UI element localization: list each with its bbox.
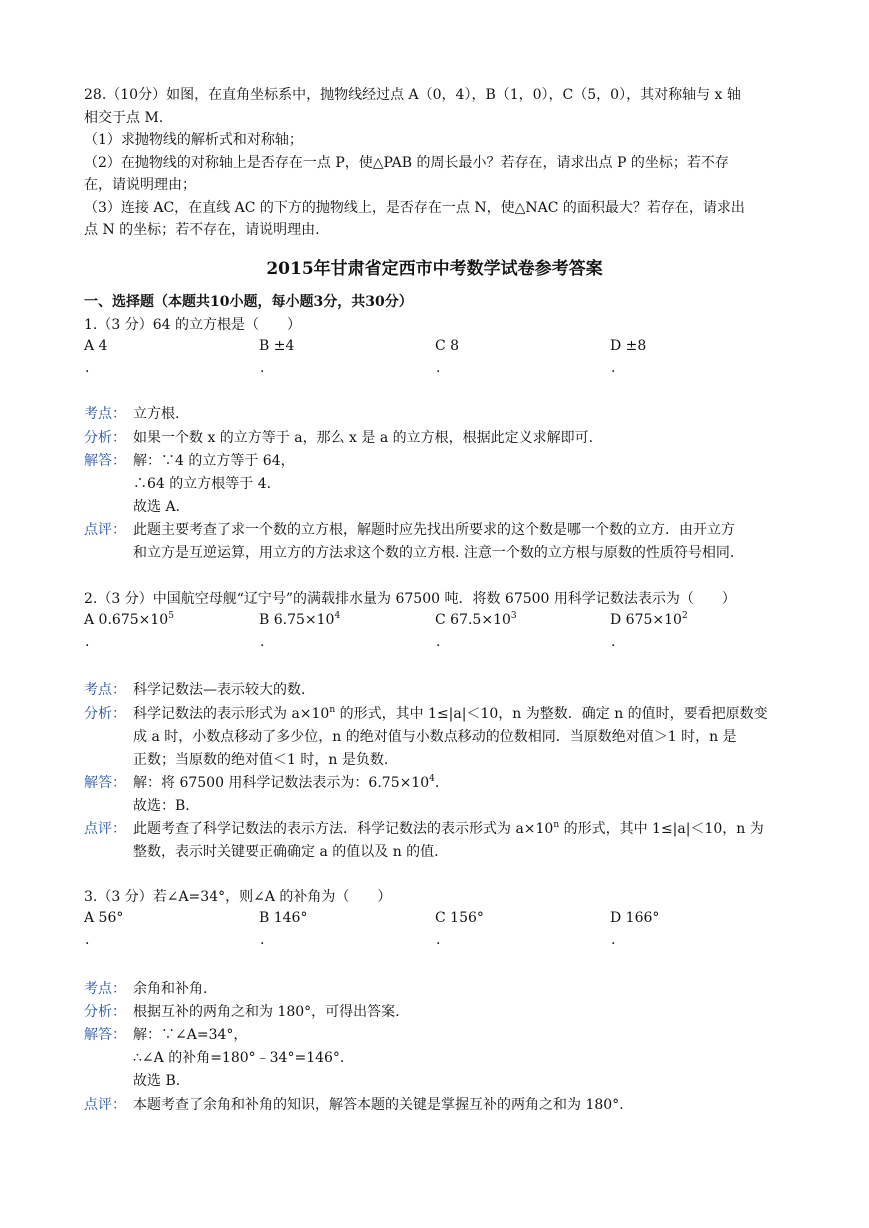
option-c: C 156° — [435, 910, 484, 926]
question-2-stem: 2.（3 分）中国航空母舰“辽宁号”的满载排水量为 67500 吨．将数 67500 用科学记数法表示为（ ） — [84, 591, 736, 607]
question-28-line: 28.（10分）如图，在直角坐标系中，抛物线经过点 A（0，4），B（1，0），C（5，0），其对称轴与 x 轴 — [84, 87, 741, 103]
option-a: A 56° — [84, 910, 124, 926]
fenxi-text: 正数；当原数的绝对值＜1 时，n 是负数. — [133, 752, 389, 768]
question-28-line: （3）连接 AC，在直线 AC 的下方的抛物线上，是否存在一点 N，使△NAC 的面积最大？若存在，请求出 — [84, 200, 745, 216]
option-d: D ±8 — [610, 338, 647, 354]
question-28-line: 点 N 的坐标；若不存在，请说明理由. — [84, 222, 320, 238]
fenxi-label: 分析： — [84, 706, 126, 722]
option-d: D 166° — [610, 910, 660, 926]
option-dot: . — [85, 634, 90, 650]
jieda-label: 解答： — [84, 1027, 126, 1043]
dianping-text: 本题考查了余角和补角的知识，解答本题的关键是掌握互补的两角之和为 180°. — [133, 1097, 624, 1113]
fenxi-text: 科学记数法的表示形式为 $a\times 10^n$ 的形式，其中 1≤|a|＜10，n 为整数．确定 n 的值时，要看把原数变 — [133, 705, 768, 722]
question-3-stem: 3.（3 分）若∠A=34°，则∠A 的补角为（ ） — [84, 889, 392, 905]
option-dot: . — [260, 932, 265, 948]
dianping-label: 点评： — [84, 1097, 126, 1113]
question-28-line: 在，请说明理由； — [84, 177, 196, 193]
kaodian-label: 考点： — [84, 406, 126, 422]
jieda-text: 解：∵4 的立方等于 64， — [133, 453, 295, 469]
fenxi-label: 分析： — [84, 430, 126, 446]
option-b: B $6.75\times 10^4$ — [259, 611, 341, 628]
fenxi-text: 成 a 时，小数点移动了多少位，n 的绝对值与小数点移动的位数相同．当原数绝对值＞1 时，n 是 — [133, 729, 737, 745]
option-a: A 4 — [84, 338, 108, 354]
jieda-text: 解：∵∠A=34°， — [133, 1027, 248, 1043]
option-d: D $675\times 10^2$ — [610, 611, 688, 628]
fenxi-label: 分析： — [84, 1004, 126, 1020]
jieda-text: 解：将 67500 用科学记数法表示为：$6.75\times 10^4$. — [133, 774, 440, 791]
jieda-text: ∴64 的立方根等于 4. — [133, 476, 272, 492]
answer-key-title: 2015年甘肃省定西市中考数学试卷参考答案 — [266, 259, 603, 279]
dianping-text: 此题考查了科学记数法的表示方法．科学记数法的表示形式为 $a\times 10^n$ 的形式，其中 1≤|a|＜10，n 为 — [133, 820, 764, 837]
question-1-stem: 1.（3 分）64 的立方根是（ ） — [84, 317, 301, 333]
option-b: B ±4 — [259, 338, 295, 354]
kaodian-label: 考点： — [84, 682, 126, 698]
jieda-text: 故选 A. — [133, 499, 181, 515]
option-dot: . — [436, 360, 441, 376]
fenxi-text: 如果一个数 x 的立方等于 a，那么 x 是 a 的立方根，根据此定义求解即可. — [133, 430, 594, 446]
dianping-label: 点评： — [84, 522, 126, 538]
question-28-line: 相交于点 M. — [84, 110, 164, 126]
option-dot: . — [611, 360, 616, 376]
option-dot: . — [436, 634, 441, 650]
option-dot: . — [85, 360, 90, 376]
jieda-text: ∴∠A 的补角=180°﹣34°=146°. — [133, 1050, 345, 1066]
jieda-label: 解答： — [84, 453, 126, 469]
kaodian-text: 科学记数法—表示较大的数. — [133, 682, 306, 698]
option-b: B 146° — [259, 910, 308, 926]
question-28-line: （1）求抛物线的解析式和对称轴； — [84, 132, 303, 148]
jieda-text: 故选：B. — [133, 798, 190, 814]
kaodian-text: 余角和补角. — [133, 981, 208, 997]
section-heading: 一、选择题（本题共10小题，每小题3分，共30分） — [84, 294, 413, 310]
dianping-text: 此题主要考查了求一个数的立方根，解题时应先找出所要求的这个数是哪一个数的立方．由开立方 — [133, 522, 735, 538]
option-dot: . — [611, 634, 616, 650]
kaodian-label: 考点： — [84, 981, 126, 997]
jieda-text: 故选 B. — [133, 1073, 181, 1089]
option-dot: . — [436, 932, 441, 948]
jieda-label: 解答： — [84, 775, 126, 791]
option-dot: . — [260, 634, 265, 650]
option-c: C $67.5\times 10^3$ — [435, 611, 517, 628]
option-dot: . — [260, 360, 265, 376]
dianping-text: 整数，表示时关键要正确确定 a 的值以及 n 的值. — [133, 844, 439, 860]
option-a: A $0.675\times 10^5$ — [84, 611, 174, 628]
option-dot: . — [611, 932, 616, 948]
option-c: C 8 — [435, 338, 460, 354]
question-28-line: （2）在抛物线的对称轴上是否存在一点 P，使△PAB 的周长最小？若存在，请求出点 P 的坐标；若不存 — [84, 155, 729, 171]
dianping-label: 点评： — [84, 821, 126, 837]
option-dot: . — [85, 932, 90, 948]
dianping-text: 和立方是互逆运算，用立方的方法求这个数的立方根. 注意一个数的立方根与原数的性质符号相同. — [133, 545, 735, 561]
kaodian-text: 立方根. — [133, 406, 180, 422]
fenxi-text: 根据互补的两角之和为 180°，可得出答案. — [133, 1004, 400, 1020]
